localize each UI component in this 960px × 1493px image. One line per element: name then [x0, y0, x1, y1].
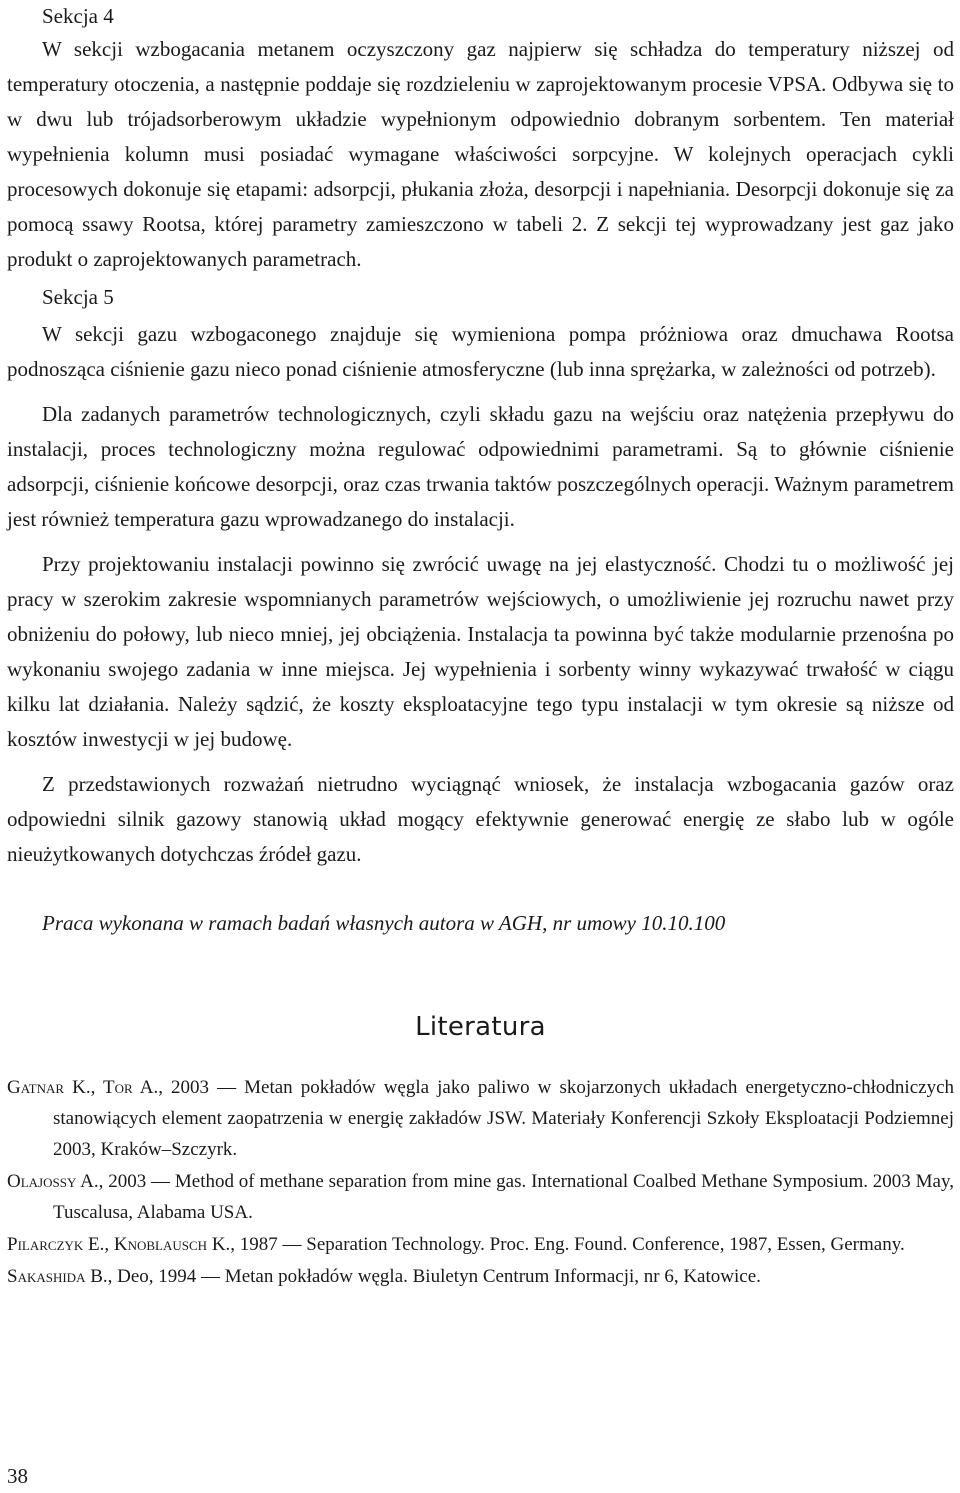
reference-authors: Gatnar K., Tor A.	[7, 1077, 159, 1098]
reference-text: , Deo, 1994 — Metan pokładów węgla. Biuletyn Centrum Informacji, nr 6, Katowice.	[107, 1266, 761, 1287]
section-5-text: W sekcji gazu wzbogaconego znajduje się wymieniona pompa próżniowa oraz dmuchawa Rootsa podnosząca ciśnienie gazu nieco ponad ciśnienie atmosferyczne (lub inna sprężarka, w zależności od potrzeb).	[7, 322, 954, 381]
section-5-heading: Sekcja 5	[42, 285, 114, 309]
page-number: 38	[7, 1464, 28, 1488]
section-4-text: W sekcji wzbogacania metanem oczyszczony gaz najpierw się schładza do temperatury niższej od temperatury otoczenia, a następnie poddaje się rozdzieleniu w zaprojektowanym procesie VPSA. Odbywa się to w dwu lub trójadsorberowym układzie wypełnionym odpowiednio dobranym sorbentem. Ten materiał wypełnienia kolumn musi posiadać wymagane właściwości sorpcyjne. W kolejnych operacjach cykli procesowych dokonuje się etapami: adsorpcji, płukania złoża, desorpcji i napełniania. Desorpcji dokonuje się za pomocą ssawy Rootsa, której parametry zamieszczono w tabeli 2. Z sekcji tej wyprowadzany jest gaz jako produkt o zaprojektowanych parametrach.	[7, 37, 954, 271]
paragraph-conclusion: Z przedstawionych rozważań nietrudno wyciągnąć wniosek, że instalacja wzbogacania gazów oraz odpowiedni silnik gazowy stanowią układ mogący efektywnie generować energię ze słabo lub w ogóle nieużytkowanych dotychczas źródeł gazu.	[7, 772, 954, 866]
reference-authors: Sakashida B.	[7, 1266, 108, 1287]
reference-text: , 2003 — Metan pokładów węgla jako paliwo w skojarzonych układach energetyczno-chłodniczych stanowiących element zaopatrzenia w energię zakładów JSW. Materiały Konferencji Szkoły Eksploatacji Podziemnej 2003, Kraków–Szczyrk.	[53, 1077, 954, 1160]
reference-text: , 2003 — Method of methane separation from mine gas. International Coalbed Methane Symposium. 2003 May, Tuscalusa, Alabama USA.	[53, 1171, 954, 1223]
reference-authors: Olajossy A.	[7, 1171, 99, 1192]
literature-title: Literatura	[415, 1012, 546, 1042]
reference-text: , 1987 — Separation Technology. Proc. Eng. Found. Conference, 1987, Essen, Germany.	[230, 1234, 905, 1255]
paragraph-parameters: Dla zadanych parametrów technologicznych, czyli składu gazu na wejściu oraz natężenia przepływu do instalacji, proces technologiczny można regulować odpowiednimi parametrami. Są to głównie ciśnienie adsorpcji, ciśnienie końcowe desorpcji, oraz czas trwania taktów poszczególnych operacji. Ważnym parametrem jest również temperatura gazu wprowadzanego do instalacji.	[7, 402, 954, 531]
reference-list	[7, 1072, 954, 1292]
reference-item	[7, 1229, 954, 1260]
reference-item	[7, 1166, 954, 1228]
section-4-heading: Sekcja 4	[42, 4, 114, 28]
reference-authors: Pilarczyk E., Knoblausch K.	[7, 1234, 231, 1255]
reference-item	[7, 1072, 954, 1165]
reference-item	[7, 1261, 954, 1292]
acknowledgement: Praca wykonana w ramach badań własnych autora w AGH, nr umowy 10.10.100	[42, 911, 726, 935]
paragraph-design: Przy projektowaniu instalacji powinno się zwrócić uwagę na jej elastyczność. Chodzi tu o możliwość jej pracy w szerokim zakresie wspomnianych parametrów wejściowych, o umożliwienie jej rozruchu nawet przy obniżeniu do połowy, lub nieco mniej, jej obciążenia. Instalacja ta powinna być także modularnie przenośna po wykonaniu swojego zadania w inne miejsca. Jej wypełnienia i sorbenty winny wykazywać trwałość w ciągu kilku lat działania. Należy sądzić, że koszty eksploatacyjne tego typu instalacji w tym okresie są niższe od kosztów inwestycji w jej budowę.	[7, 552, 954, 751]
page-body	[7, 0, 954, 1293]
